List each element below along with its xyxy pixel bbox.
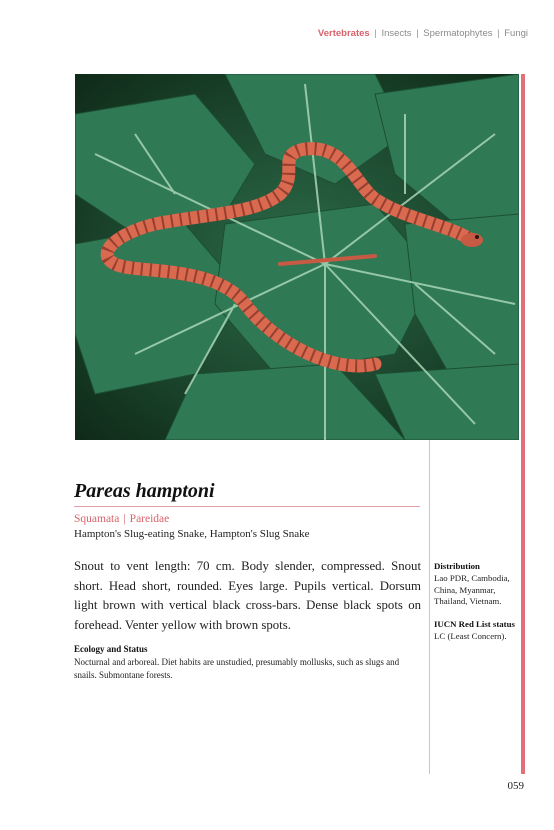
nav-item-fungi[interactable]: Fungi: [504, 28, 528, 39]
iucn-heading: IUCN Red List status: [434, 619, 515, 629]
nav-item-vertebrates[interactable]: Vertebrates: [317, 28, 370, 39]
taxon-family: Pareidae: [129, 513, 170, 525]
nav-item-spermatophytes[interactable]: Spermatophytes: [423, 28, 493, 39]
ecology-heading: Ecology and Status: [74, 644, 148, 654]
column-divider: [429, 440, 430, 774]
page-number: 059: [507, 780, 524, 792]
common-names: Hampton's Slug-eating Snake, Hampton's Slug Snake: [74, 528, 310, 540]
species-scientific-name: Pareas hamptoni: [74, 480, 215, 502]
nav-separator: |: [497, 28, 500, 39]
taxon-order: Squamata: [74, 513, 120, 525]
accent-bar: [521, 74, 525, 774]
section-nav: [318, 28, 528, 39]
title-divider: [74, 506, 420, 507]
distribution-text: Lao PDR, Cambodia, China, Myanmar, Thailand, Vietnam.: [434, 572, 510, 607]
distribution-block: [434, 561, 518, 608]
iucn-status-text: LC (Least Concern).: [434, 630, 507, 641]
nav-separator: |: [416, 28, 419, 39]
iucn-block: [434, 619, 518, 643]
nav-item-insects[interactable]: Insects: [381, 28, 412, 39]
distribution-heading: Distribution: [434, 561, 480, 571]
taxon-separator: |: [123, 513, 126, 525]
ecology-text: Nocturnal and arboreal. Diet habits are unstudied, presumably mollusks, such as slugs and snails. Submontane forests.: [74, 657, 400, 680]
snake-photo-illustration: [75, 74, 519, 440]
species-photo: [75, 74, 519, 440]
species-description: Snout to vent length: 70 cm. Body slender, compressed. Snout short. Head short, rounded. Eyes large. Pupils vertical. Dorsum light brown with vertical black cross-bars. Dense black spots on forehead. Venter yellow with brown spots.: [74, 559, 421, 632]
taxonomy-line: [74, 513, 169, 525]
nav-separator: |: [374, 28, 377, 39]
